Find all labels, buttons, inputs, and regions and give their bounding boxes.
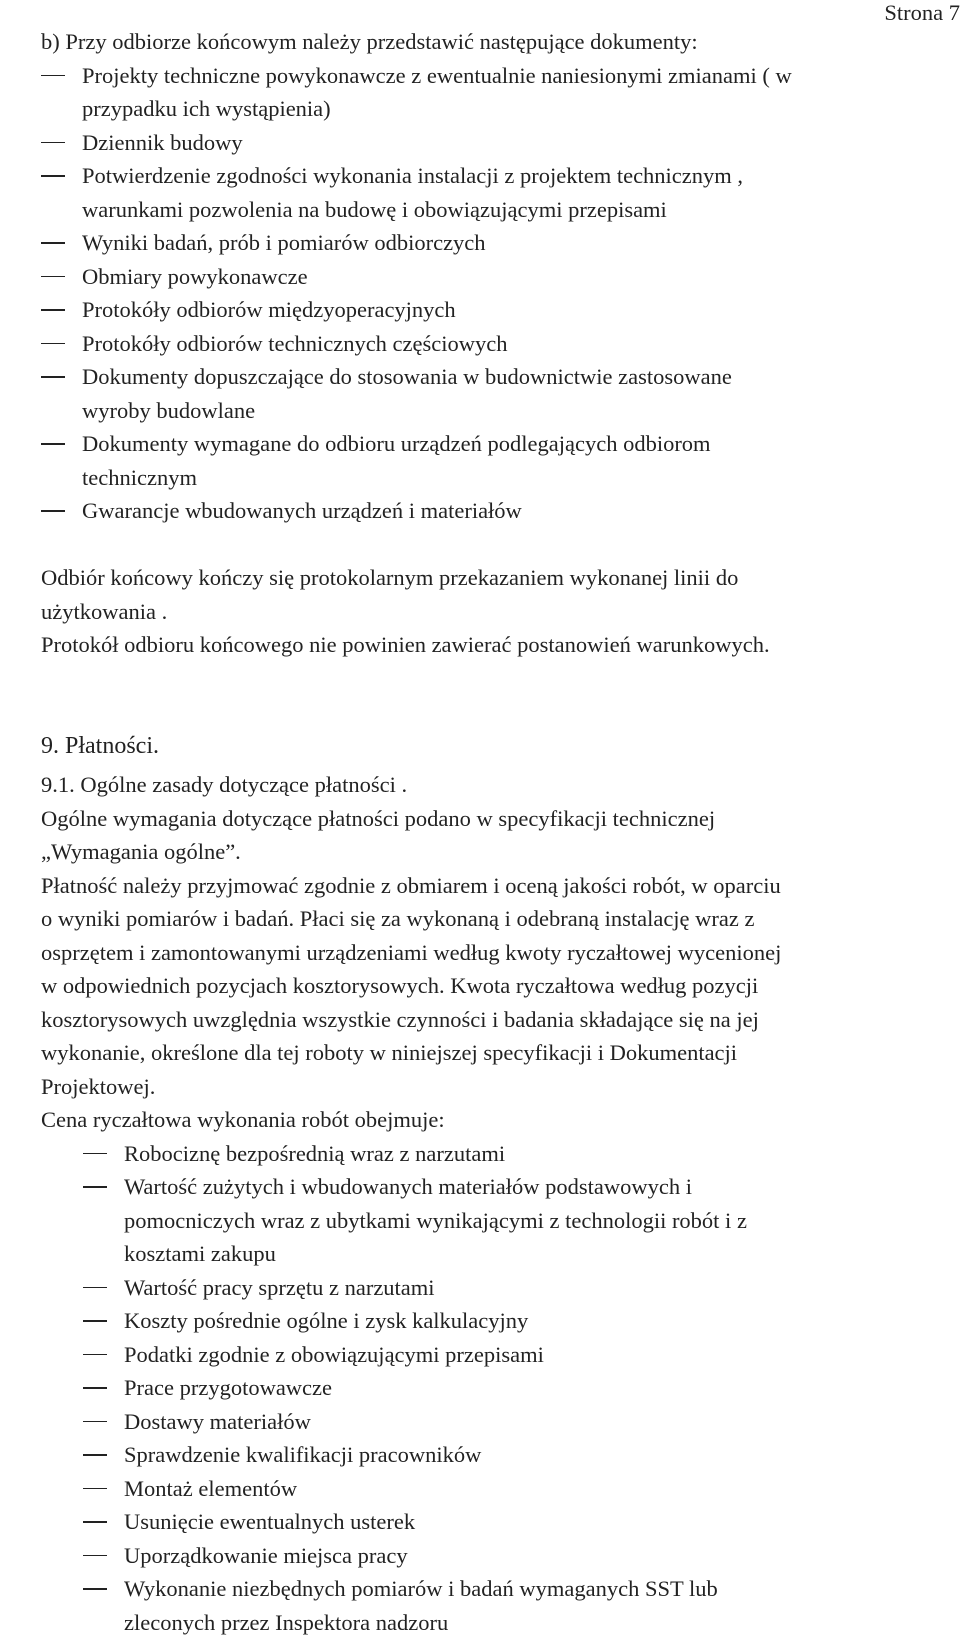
list-item xyxy=(41,260,946,294)
dash-bullet-icon xyxy=(83,1186,107,1188)
list-item xyxy=(41,226,946,260)
list-item xyxy=(41,327,946,361)
paragraph-line: Cena ryczałtowa wykonania robót obejmuje: xyxy=(41,1103,946,1137)
paragraph-line: wykonanie, określone dla tej roboty w niniejszej specyfikacji i Dokumentacji xyxy=(41,1036,946,1070)
paragraph-line: Ogólne wymagania dotyczące płatności podano w specyfikacji technicznej xyxy=(41,802,946,836)
dash-bullet-icon xyxy=(83,1421,107,1423)
list-item xyxy=(41,1438,946,1472)
list-item xyxy=(41,1472,946,1506)
list-item xyxy=(41,1137,946,1171)
paragraph-line: Płatność należy przyjmować zgodnie z obmiarem i oceną jakości robót, w oparciu xyxy=(41,869,946,903)
list-item-text: Dokumenty wymagane do odbioru urządzeń podlegających odbiorom xyxy=(82,427,946,461)
list-item-text: Wartość pracy sprzętu z narzutami xyxy=(124,1271,946,1305)
dash-bullet-icon xyxy=(83,1287,107,1289)
list-item-text: Wykonanie niezbędnych pomiarów i badań wymaganych SST lub xyxy=(124,1572,946,1606)
list-item xyxy=(41,360,946,427)
list-item xyxy=(41,1338,946,1372)
list-item-text: Wyniki badań, prób i pomiarów odbiorczych xyxy=(82,226,946,260)
dash-bullet-icon xyxy=(41,142,65,144)
paragraph-line: o wyniki pomiarów i badań. Płaci się za wykonaną i odebraną instalację wraz z xyxy=(41,902,946,936)
list-item-text: wyroby budowlane xyxy=(82,394,946,428)
list-item-text: Sprawdzenie kwalifikacji pracowników xyxy=(124,1438,946,1472)
dash-bullet-icon xyxy=(83,1521,107,1523)
dash-bullet-icon xyxy=(41,75,65,77)
list-item xyxy=(41,1505,946,1539)
list-item xyxy=(41,59,946,126)
list-item xyxy=(41,126,946,160)
list-item-text: Potwierdzenie zgodności wykonania instalacji z projektem technicznym , xyxy=(82,159,946,193)
subsection-title: 9.1. Ogólne zasady dotyczące płatności . xyxy=(41,768,946,802)
paragraph-line: Projektowej. xyxy=(41,1070,946,1104)
list-item-text: Montaż elementów xyxy=(124,1472,946,1506)
section-b-list xyxy=(41,59,946,528)
list-item-text: Robociznę bezpośrednią wraz z narzutami xyxy=(124,1137,946,1171)
section-b xyxy=(41,25,946,528)
list-item-text: Dostawy materiałów xyxy=(124,1405,946,1439)
paragraph-line: osprzętem i zamontowanymi urządzeniami według kwoty ryczałtowej wycenionej xyxy=(41,936,946,970)
list-item-text: Dokumenty dopuszczające do stosowania w budownictwie zastosowane xyxy=(82,360,946,394)
list-item-text: Podatki zgodnie z obowiązującymi przepisami xyxy=(124,1338,946,1372)
list-item-text: technicznym xyxy=(82,461,946,495)
list-item xyxy=(41,159,946,226)
list-item xyxy=(41,1271,946,1305)
list-item xyxy=(41,1371,946,1405)
dash-bullet-icon xyxy=(83,1555,107,1557)
list-item-text: Projekty techniczne powykonawcze z ewentualnie naniesionymi zmianami ( w xyxy=(82,59,946,93)
dash-bullet-icon xyxy=(41,376,65,378)
list-item xyxy=(41,427,946,494)
dash-bullet-icon xyxy=(41,443,65,445)
list-item-text: zleconych przez Inspektora nadzoru xyxy=(124,1606,946,1639)
price-components-list xyxy=(41,1137,946,1639)
list-item-text: Usunięcie ewentualnych usterek xyxy=(124,1505,946,1539)
list-item-text: warunkami pozwolenia na budowę i obowiązującymi przepisami xyxy=(82,193,946,227)
paragraph-line: Protokół odbioru końcowego nie powinien zawierać postanowień warunkowych. xyxy=(41,628,946,662)
paragraph-line: Odbiór końcowy kończy się protokolarnym przekazaniem wykonanej linii do xyxy=(41,561,946,595)
list-item xyxy=(41,1539,946,1573)
page-number: Strona 7 xyxy=(884,0,960,26)
list-item-text: Protokóły odbiorów technicznych częściowych xyxy=(82,327,946,361)
list-item-text: przypadku ich wystąpienia) xyxy=(82,92,946,126)
dash-bullet-icon xyxy=(83,1354,107,1356)
list-item-text: Wartość zużytych i wbudowanych materiałów podstawowych i xyxy=(124,1170,946,1204)
dash-bullet-icon xyxy=(41,343,65,345)
closing-paragraph xyxy=(41,561,946,662)
list-item-text: pomocniczych wraz z ubytkami wynikającymi z technologii robót i z xyxy=(124,1204,946,1238)
section-9-body xyxy=(41,768,946,1639)
dash-bullet-icon xyxy=(83,1320,107,1322)
list-item-text: Uporządkowanie miejsca pracy xyxy=(124,1539,946,1573)
paragraph-line: użytkowania . xyxy=(41,595,946,629)
dash-bullet-icon xyxy=(83,1454,107,1456)
list-item-text: Protokóły odbiorów międzyoperacyjnych xyxy=(82,293,946,327)
paragraph-line: w odpowiednich pozycjach kosztorysowych. Kwota ryczałtowa według pozycji xyxy=(41,969,946,1003)
section-9-heading: 9. Płatności. xyxy=(41,730,159,762)
dash-bullet-icon xyxy=(41,242,65,244)
list-item-text: kosztami zakupu xyxy=(124,1237,946,1271)
dash-bullet-icon xyxy=(41,510,65,512)
list-item-text: Obmiary powykonawcze xyxy=(82,260,946,294)
dash-bullet-icon xyxy=(83,1588,107,1590)
section-b-intro: b) Przy odbiorze końcowym należy przedstawić następujące dokumenty: xyxy=(41,25,946,59)
paragraph-line: kosztorysowych uwzględnia wszystkie czynności i badania składające się na jej xyxy=(41,1003,946,1037)
list-item xyxy=(41,1405,946,1439)
dash-bullet-icon xyxy=(41,276,65,278)
dash-bullet-icon xyxy=(41,175,65,177)
list-item-text: Koszty pośrednie ogólne i zysk kalkulacyjny xyxy=(124,1304,946,1338)
list-item xyxy=(41,494,946,528)
dash-bullet-icon xyxy=(83,1488,107,1490)
dash-bullet-icon xyxy=(41,309,65,311)
list-item-text: Gwarancje wbudowanych urządzeń i materiałów xyxy=(82,494,946,528)
list-item xyxy=(41,1304,946,1338)
list-item xyxy=(41,1170,946,1271)
list-item-text: Dziennik budowy xyxy=(82,126,946,160)
dash-bullet-icon xyxy=(83,1153,107,1155)
paragraph-line: „Wymagania ogólne”. xyxy=(41,835,946,869)
list-item-text: Prace przygotowawcze xyxy=(124,1371,946,1405)
list-item xyxy=(41,293,946,327)
dash-bullet-icon xyxy=(83,1387,107,1389)
